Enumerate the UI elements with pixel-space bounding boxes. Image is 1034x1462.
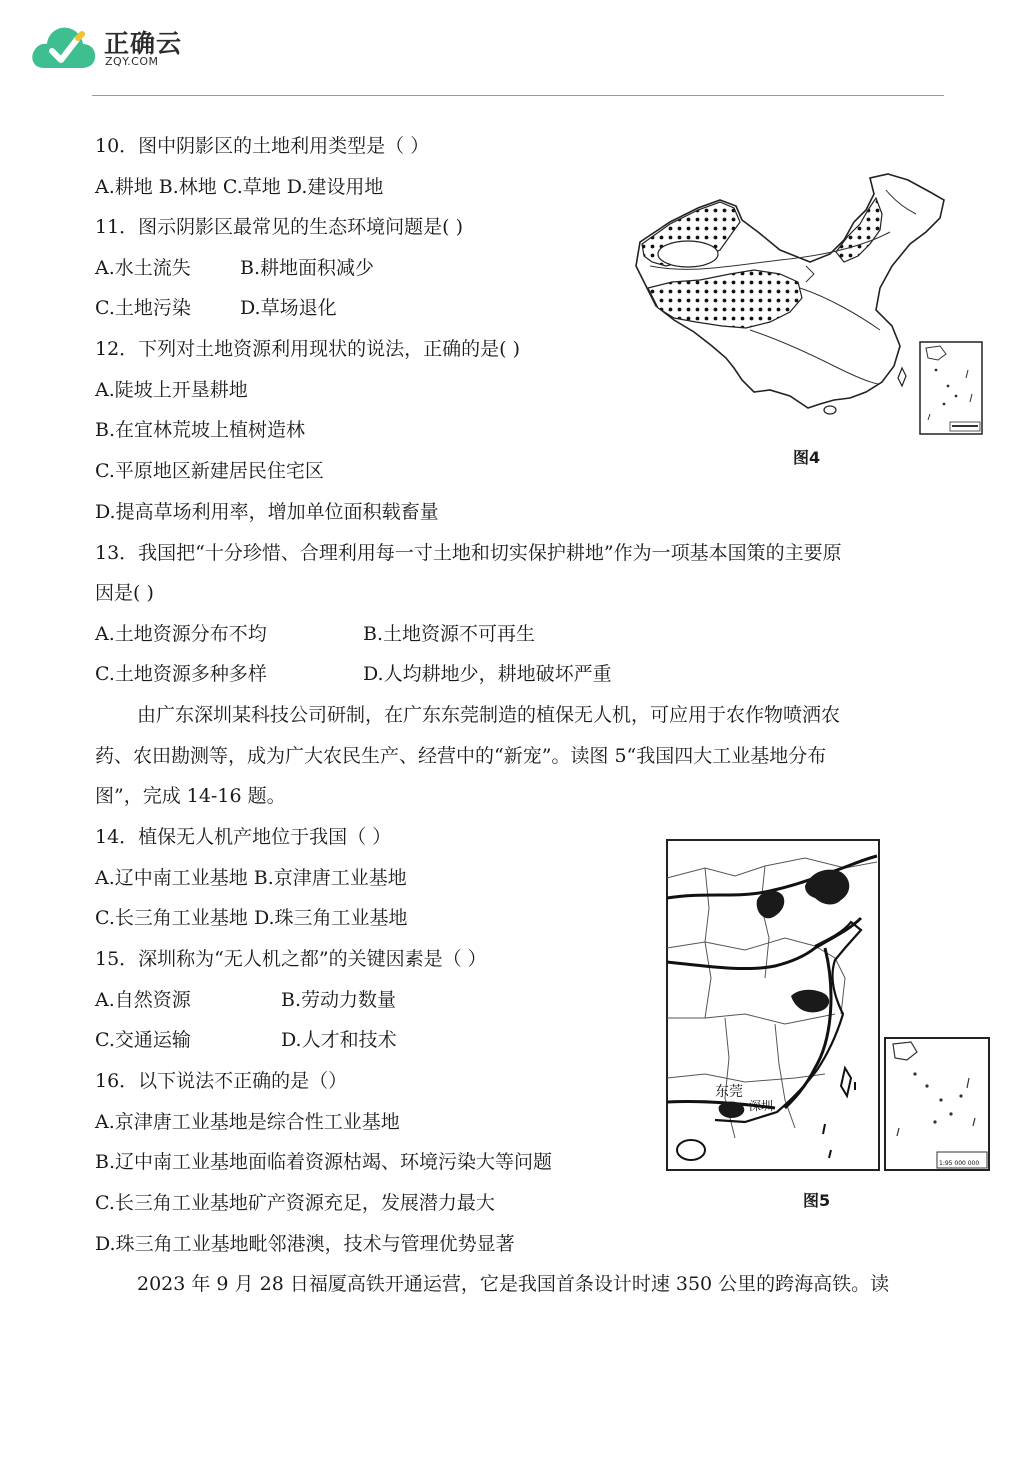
q12-option-d: D.提高草场利用率，增加单位面积载畜量 <box>95 501 439 523</box>
q13-option-b: B.土地资源不可再生 <box>363 623 536 645</box>
cloud-check-logo-icon <box>28 20 98 74</box>
q13-stem-line1: 13．我国把“十分珍惜、合理利用每一寸土地和切实保护耕地”作为一项基本国策的主要原 <box>95 542 842 564</box>
q13-stem-line2: 因是( ) <box>95 582 154 604</box>
q12-stem: 12．下列对土地资源利用现状的说法，正确的是( ) <box>95 338 521 360</box>
passage1-line3: 图”，完成 14-16 题。 <box>95 785 286 807</box>
q13-option-a: A.土地资源分布不均 <box>95 623 267 645</box>
page-header <box>0 0 1034 100</box>
figure5-industrial-bases-map <box>665 838 993 1174</box>
label-dongguan: 东莞 <box>715 1084 743 1100</box>
q12-option-a: A.陡坡上开垦耕地 <box>95 379 248 401</box>
figure4-china-map <box>630 170 985 438</box>
q16-option-a: A.京津唐工业基地是综合性工业基地 <box>95 1111 400 1133</box>
q11-option-a: A.水土流失 <box>95 257 191 279</box>
figure5-caption: 图5 <box>803 1191 831 1210</box>
q10-stem: 10．图中阴影区的土地利用类型是（ ） <box>95 135 430 157</box>
label-shenzhen: 深圳 <box>749 1099 774 1113</box>
logo-domain: ZQY.COM <box>105 55 159 68</box>
figure4-caption: 图4 <box>793 448 821 467</box>
q16-stem: 16．以下说法不正确的是（） <box>95 1070 348 1092</box>
passage2-line1: 2023 年 9 月 28 日福厦高铁开通运营，它是我国首条设计时速 350 公里的跨海高铁。读 <box>137 1273 890 1295</box>
q15-stem: 15．深圳称为“无人机之都”的关键因素是（ ） <box>95 948 487 970</box>
passage1-line2: 药、农田勘测等，成为广大农民生产、经营中的“新宠”。读图 5“我国四大工业基地分布 <box>95 745 827 767</box>
q13-option-c: C.土地资源多种多样 <box>95 663 267 685</box>
q12-option-c: C.平原地区新建居民住宅区 <box>95 460 324 482</box>
q11-option-d: D.草场退化 <box>240 297 337 319</box>
q16-option-c: C.长三角工业基地矿产资源充足，发展潜力最大 <box>95 1192 495 1214</box>
q15-option-c: C.交通运输 <box>95 1029 191 1051</box>
inset-scale: 1:95 000 000 <box>939 1160 980 1167</box>
q12-option-b: B.在宜林荒坡上植树造林 <box>95 419 306 441</box>
passage1-line1: 由广东深圳某科技公司研制，在广东东莞制造的植保无人机，可应用于农作物喷洒农 <box>137 704 841 726</box>
q16-option-d: D.珠三角工业基地毗邻港澳，技术与管理优势显著 <box>95 1233 515 1255</box>
tarim-basin <box>658 241 718 267</box>
q13-option-d: D.人均耕地少，耕地破坏严重 <box>363 663 612 685</box>
q10-options: A.耕地 B.林地 C.草地 D.建设用地 <box>95 176 384 198</box>
logo-brand-name: 正确云 <box>104 29 183 58</box>
q15-option-a: A.自然资源 <box>95 989 191 1011</box>
q14-options-line2: C.长三角工业基地 D.珠三角工业基地 <box>95 907 408 929</box>
q15-option-d: D.人才和技术 <box>281 1029 397 1051</box>
q11-option-c: C.土地污染 <box>95 297 191 319</box>
q16-option-b: B.辽中南工业基地面临着资源枯竭、环境污染大等问题 <box>95 1151 553 1173</box>
q11-stem: 11．图示阴影区最常见的生态环境问题是( ) <box>95 216 464 238</box>
header-divider <box>92 95 944 96</box>
q14-stem: 14．植保无人机产地位于我国（ ） <box>95 826 392 848</box>
q15-option-b: B.劳动力数量 <box>281 989 397 1011</box>
q11-option-b: B.耕地面积减少 <box>240 257 375 279</box>
q14-options-line1: A.辽中南工业基地 B.京津唐工业基地 <box>95 867 407 889</box>
